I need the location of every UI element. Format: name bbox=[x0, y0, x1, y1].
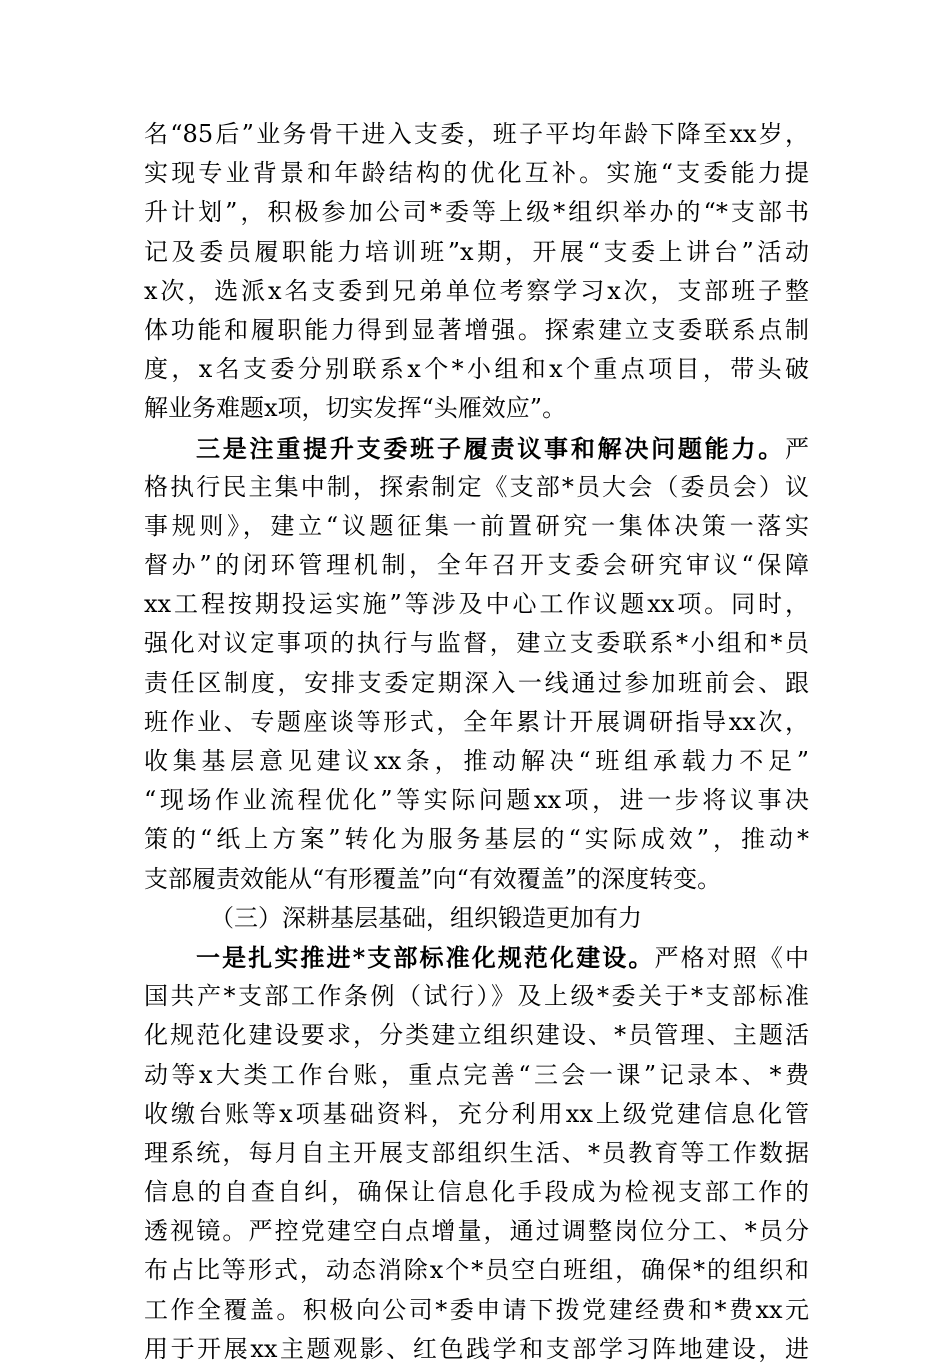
text-line: 用于开展xx主题观影、红色践学和支部学习阵地建设，进 bbox=[144, 1334, 809, 1363]
text-line: 记及委员履职能力培训班”x期，开展“支委上讲台”活动 bbox=[144, 237, 809, 266]
text-line: 格执行民主集中制，探索制定《支部*员大会（委员会）议 bbox=[144, 472, 809, 501]
text-line: 名“85后”业务骨干进入支委，班子平均年龄下降至xx岁， bbox=[144, 120, 809, 148]
text-line: 信息的自查自纠，确保让信息化手段成为检视支部工作的 bbox=[144, 1178, 809, 1207]
text-line: 动等x大类工作台账，重点完善“三会一课”记录本、*费 bbox=[144, 1060, 809, 1089]
text-line: 收缴台账等x项基础资料，充分利用xx上级党建信息化管 bbox=[144, 1099, 809, 1128]
text-line: 理系统，每月自主开展支部组织生活、*员教育等工作数据 bbox=[144, 1138, 809, 1167]
text-line: 事规则》，建立“议题征集一前置研究一集体决策一落实 bbox=[144, 511, 809, 540]
paragraph-lead-text: 严 bbox=[785, 434, 809, 463]
text-line: 体功能和履职能力得到显著增强。探索建立支委联系点制 bbox=[144, 315, 809, 344]
paragraph-lead-text: 严格对照《中 bbox=[654, 943, 809, 972]
text-line: 度，x名支委分别联系x个*小组和x个重点项目，带头破 bbox=[144, 355, 809, 384]
section-heading: （三）深耕基层基础，组织锻造更加有力 bbox=[210, 903, 642, 932]
text-line: 解业务难题x项，切实发挥“头雁效应”。 bbox=[144, 394, 567, 423]
text-line: 支部履责效能从“有形覆盖”向“有效覆盖”的深度转变。 bbox=[144, 864, 722, 893]
text-line: xx工程按期投运实施”等涉及中心工作议题xx项。同时， bbox=[144, 590, 809, 619]
text-line: 升计划”，积极参加公司*委等上级*组织举办的“*支部书 bbox=[144, 198, 809, 227]
text-line: 班作业、专题座谈等形式，全年累计开展调研指导xx次， bbox=[144, 707, 809, 736]
text-line: 策的“纸上方案”转化为服务基层的“实际成效”，推动* bbox=[144, 825, 809, 854]
text-line: 责任区制度，安排支委定期深入一线通过参加班前会、跟 bbox=[144, 668, 809, 697]
text-line: “现场作业流程优化”等实际问题xx项，进一步将议事决 bbox=[144, 786, 809, 815]
text-line: 督办”的闭环管理机制，全年召开支委会研究审议“保障 bbox=[144, 551, 809, 580]
text-line: x次，选派x名支委到兄弟单位考察学习x次，支部班子整 bbox=[144, 276, 809, 305]
paragraph-start-line bbox=[144, 429, 809, 468]
text-line: 透视镜。严控党建空白点增量，通过调整岗位分工、*员分 bbox=[144, 1217, 809, 1246]
text-line: 布占比等形式，动态消除x个*员空白班组，确保*的组织和 bbox=[144, 1256, 809, 1285]
text-line: 实现专业背景和年龄结构的优化互补。实施“支委能力提 bbox=[144, 159, 809, 188]
text-line: 工作全覆盖。积极向公司*委申请下拨党建经费和*费xx元 bbox=[144, 1295, 809, 1324]
text-line: 强化对议定事项的执行与监督，建立支委联系*小组和*员 bbox=[144, 629, 809, 658]
text-line: 化规范化建设要求，分类建立组织建设、*员管理、主题活 bbox=[144, 1021, 809, 1050]
document-page bbox=[144, 115, 809, 1369]
text-line: 收集基层意见建议xx条，推动解决“班组承载力不足” bbox=[144, 747, 809, 775]
paragraph-lead-bold: 三是注重提升支委班子履责议事和解决问题能力。 bbox=[196, 433, 785, 463]
paragraph-start-line bbox=[144, 938, 809, 977]
paragraph-lead-bold: 一是扎实推进*支部标准化规范化建设。 bbox=[196, 942, 655, 972]
text-line: 国共产*支部工作条例（试行）》及上级*委关于*支部标准 bbox=[144, 982, 809, 1011]
